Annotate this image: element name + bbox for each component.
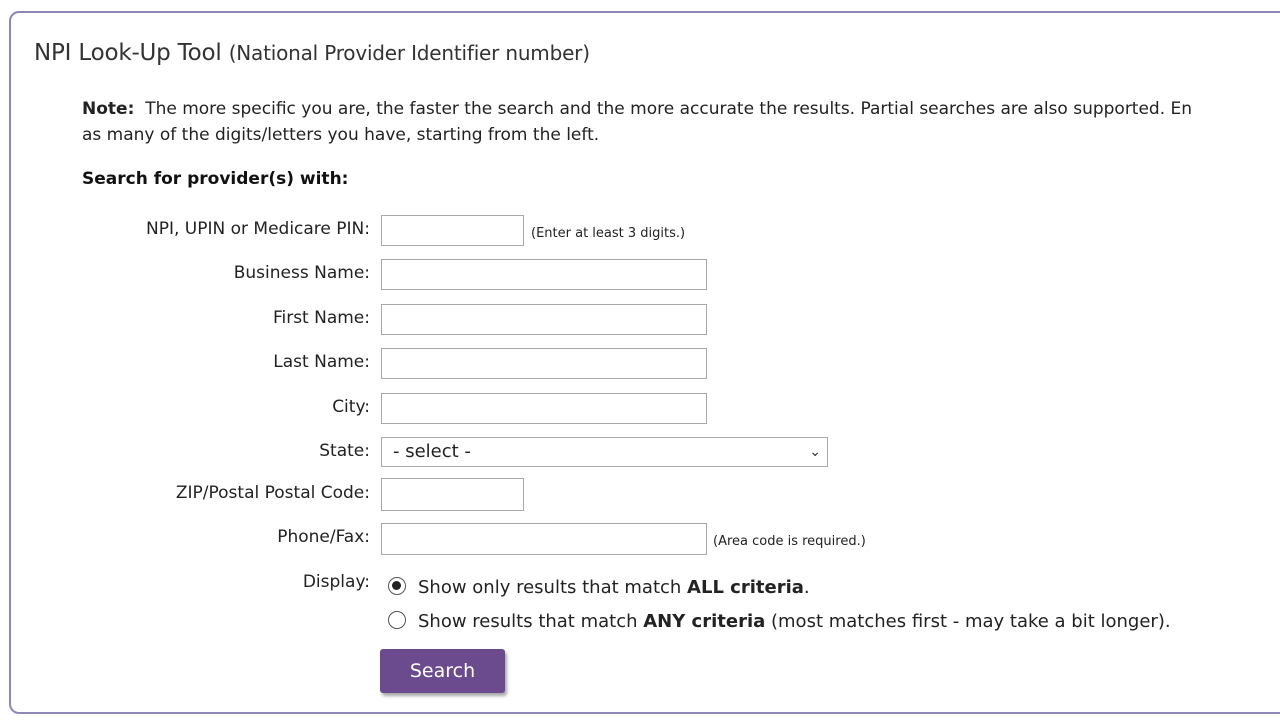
- option-all-post: .: [803, 577, 810, 598]
- last-name-label: Last Name:: [273, 352, 370, 372]
- page-title: [34, 40, 590, 66]
- note-line1: The more specific you are, the faster the search and the more accurate the results. Partial searches are also supported. En: [145, 99, 1193, 119]
- state-label: State:: [319, 441, 370, 461]
- option-any-text: Show results that match: [418, 611, 644, 632]
- title-main: NPI Look-Up Tool: [34, 40, 222, 66]
- last-name-input[interactable]: [381, 348, 707, 379]
- business-name-input[interactable]: [381, 259, 707, 290]
- display-label: Display:: [302, 572, 370, 592]
- first-name-label: First Name:: [272, 308, 370, 328]
- phone-input[interactable]: [381, 523, 707, 555]
- radio-unselected-icon[interactable]: [388, 611, 406, 629]
- option-any-post: (most matches first - may take a bit longer).: [765, 611, 1171, 632]
- option-all-bold: ALL criteria: [687, 577, 804, 598]
- npi-hint: (Enter at least 3 digits.): [531, 226, 686, 241]
- state-selected-value: - select -: [393, 441, 471, 462]
- business-name-label: Business Name:: [233, 263, 370, 283]
- note-label: Note:: [82, 99, 135, 119]
- search-button[interactable]: Search: [380, 649, 505, 693]
- note-text: [82, 96, 1280, 148]
- option-all-text: Show only results that match: [418, 577, 688, 598]
- phone-label: Phone/Fax:: [277, 527, 370, 547]
- chevron-down-icon: ⌄: [809, 444, 821, 460]
- note-line2: as many of the digits/letters you have, starting from the left.: [82, 125, 600, 145]
- state-select[interactable]: [381, 437, 828, 467]
- display-option-all[interactable]: [388, 577, 810, 598]
- display-option-any[interactable]: [388, 611, 1171, 632]
- city-label: City:: [332, 397, 370, 417]
- city-input[interactable]: [381, 393, 707, 424]
- phone-hint: (Area code is required.): [713, 534, 866, 549]
- npi-label: NPI, UPIN or Medicare PIN:: [145, 219, 370, 239]
- npi-input[interactable]: [381, 215, 524, 246]
- first-name-input[interactable]: [381, 304, 707, 335]
- title-subtitle: (National Provider Identifier number): [228, 41, 590, 65]
- option-any-bold: ANY criteria: [643, 611, 766, 632]
- radio-selected-icon[interactable]: [388, 577, 406, 595]
- zip-label: ZIP/Postal Postal Code:: [175, 483, 370, 503]
- zip-input[interactable]: [381, 478, 524, 511]
- search-heading: Search for provider(s) with:: [82, 169, 349, 189]
